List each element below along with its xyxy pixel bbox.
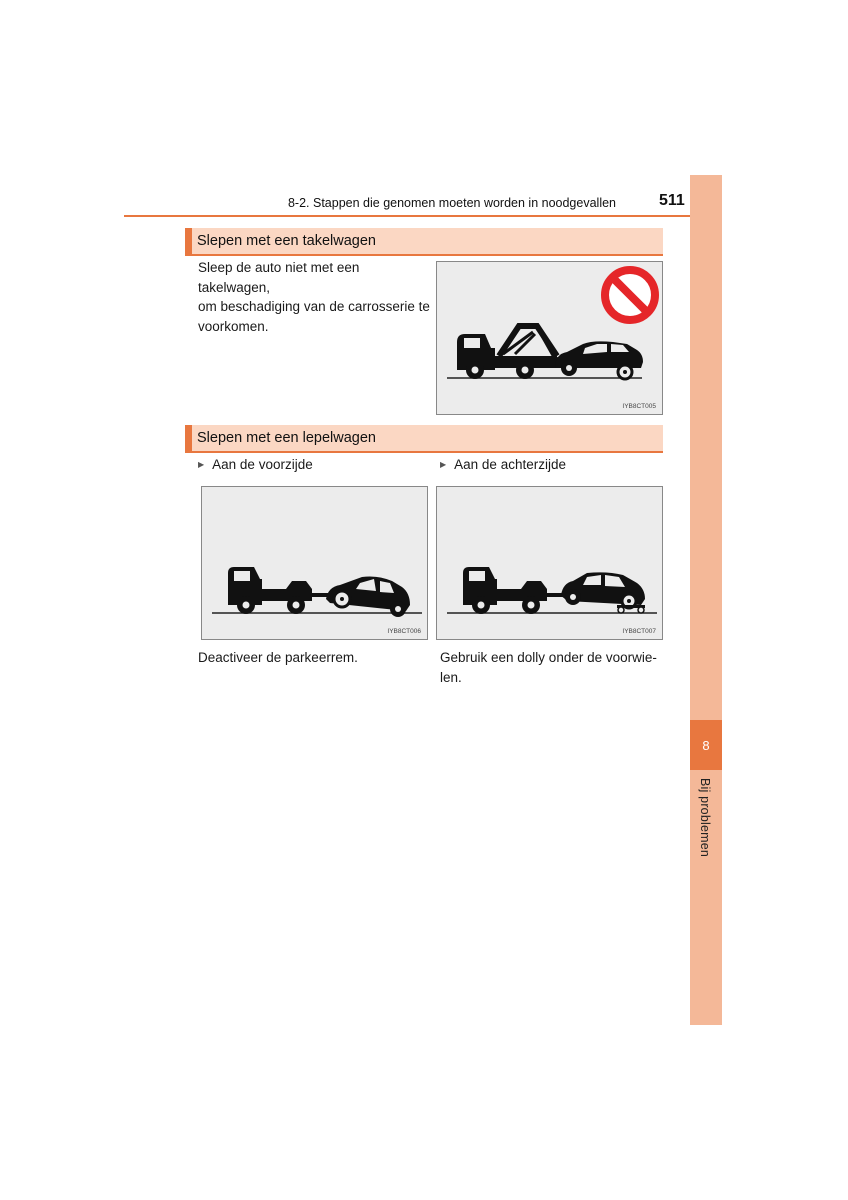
- section-title: Slepen met een lepelwagen: [197, 430, 376, 446]
- prohibited-sign-icon: [605, 270, 655, 320]
- chapter-number: 8: [702, 737, 710, 753]
- wheel-lift-rear-illustration: [437, 487, 662, 639]
- wheel-lift-front-illustration: [202, 487, 427, 639]
- bullet-rear: [440, 457, 566, 472]
- section1-body: [198, 258, 433, 336]
- body-line: om beschadiging van de carrosserie te: [198, 299, 430, 314]
- tow-truck-illustration: [437, 262, 662, 414]
- header-rule: [124, 215, 690, 217]
- figure-tow-truck-prohibited: [436, 261, 663, 415]
- figure-code: IYB8CT006: [387, 628, 421, 635]
- chapter-side-tab: [690, 175, 722, 1025]
- bullet-triangle-icon: ▶: [440, 460, 447, 469]
- caption-line: Deactiveer de parkeerrem.: [198, 650, 358, 665]
- bullet-triangle-icon: ▶: [198, 460, 205, 469]
- caption-line: len.: [440, 669, 462, 685]
- figure-code: IYB8CT005: [622, 403, 656, 410]
- section-heading-wheel-lift: [185, 425, 663, 451]
- chapter-label: Bij problemen: [698, 778, 712, 858]
- section-heading-bar: [185, 425, 192, 451]
- bullet-label: Aan de voorzijde: [212, 457, 313, 472]
- section-heading-tow-truck: [185, 228, 663, 254]
- figure-wheel-lift-front: [201, 486, 428, 640]
- caption-rear: [440, 648, 670, 687]
- body-line: voorkomen.: [198, 318, 269, 334]
- section-heading-rule: [185, 451, 663, 453]
- caption-front: [198, 648, 428, 668]
- figure-code: IYB8CT007: [622, 628, 656, 635]
- bullet-label: Aan de achterzijde: [454, 457, 566, 472]
- running-head: 8-2. Stappen die genomen moeten worden in noodgevallen: [287, 196, 616, 210]
- figure-wheel-lift-rear: [436, 486, 663, 640]
- section-heading-bar: [185, 228, 192, 254]
- body-line: Sleep de auto niet met een takelwagen,: [198, 260, 360, 295]
- section-title: Slepen met een takelwagen: [197, 233, 376, 249]
- chapter-number-box: [690, 720, 722, 770]
- caption-line: Gebruik een dolly onder de voorwie-: [440, 650, 657, 665]
- section-heading-rule: [185, 254, 663, 256]
- bullet-front: [198, 457, 313, 472]
- page-number: 511: [659, 192, 685, 209]
